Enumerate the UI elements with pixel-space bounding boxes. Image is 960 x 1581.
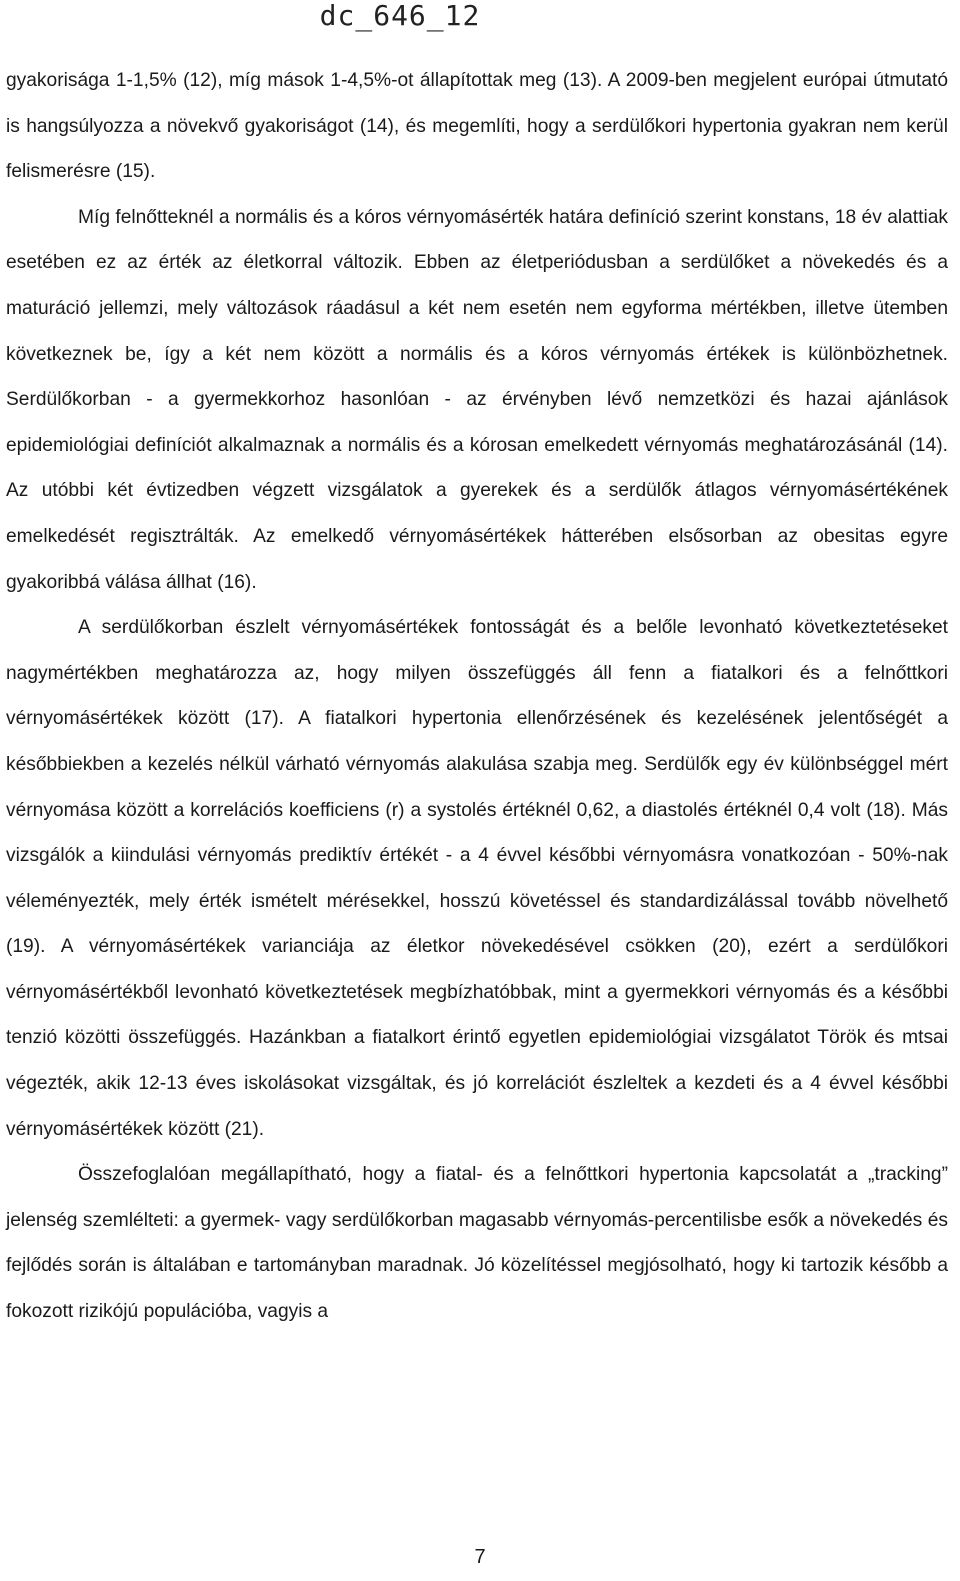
page-number: 7 [474, 1546, 486, 1568]
paragraph-4: Összefoglalóan megállapítható, hogy a fiatal- és a felnőttkori hypertonia kapcsolatát a „tracking” jelenség szemlélteti: a gyermek- vagy serdülőkorban magasabb vérnyomás-percentilisbe esők a növekedés és fejlődés során is általában e tartományban maradnak. Jó közelítéssel megjósolható, hogy ki tartozik később a fokozott rizikójú populációba, vagyis a [6, 1164, 948, 1323]
paragraph-1: gyakorisága 1-1,5% (12), míg mások 1-4,5%-ot állapítottak meg (13). A 2009-ben megjelent európai útmutató is hangsúlyozza a növekvő gyakoriságot (14), és megemlíti, hogy a serdülőkori hypertonia gyakran nem kerül felismerésre (15). [6, 70, 948, 183]
body-text [6, 58, 948, 1335]
document-id-header: dc_646_12 [319, 0, 481, 32]
paragraph-3: A serdülőkorban észlelt vérnyomásértékek fontosságát és a belőle levonható következtetéseket nagymértékben meghatározza az, hogy milyen összefüggés áll fenn a fiatalkori és a felnőttkori vérnyomásértékek között (17). A fiatalkori hypertonia ellenőrzésének és kezelésének jelentőségét a későbbiekben a kezelés nélkül várható vérnyomás alakulása szabja meg. Serdülők egy év különbséggel mért vérnyomása között a korrelációs koefficiens (r) a systolés értéknél 0,62, a diastolés értéknél 0,4 volt (18). Más vizsgálók a kiindulási vérnyomás prediktív értékét - a 4 évvel későbbi vérnyomásra vonatkozóan - 50%-nak véleményezték, mely érték ismételt mérésekkel, hosszú követéssel és standardizálással tovább növelhető (19). A vérnyomásértékek varianciája az életkor növekedésével csökken (20), ezért a serdülőkori vérnyomásértékből levonható következtetések megbízhatóbbak, mint a gyermekkori vérnyomás és a későbbi tenzió közötti összefüggés. Hazánkban a fiatalkort érintő egyetlen epidemiológiai vizsgálatot Török és mtsai végezték, akik 12-13 éves iskolásokat vizsgáltak, és jó korrelációt észleltek a kezdeti és a 4 évvel későbbi vérnyomásértékek között (21). [6, 617, 948, 1140]
paragraph-2: Míg felnőtteknél a normális és a kóros vérnyomásérték határa definíció szerint konstans, 18 év alattiak esetében ez az érték az életkorral változik. Ebben az életperiódusban a serdülőket a növekedés és a maturáció jellemzi, mely változások ráadásul a két nem esetén nem egyforma mértékben, illetve ütemben következnek be, így a két nem között a normális és a kóros vérnyomás értékek is különbözhetnek. Serdülőkorban - a gyermekkorhoz hasonlóan - az érvényben lévő nemzetközi és hazai ajánlások epidemiológiai definíciót alkalmaznak a normális és a kórosan emelkedett vérnyomás meghatározásánál (14). Az utóbbi két évtizedben végzett vizsgálatok a gyerekek és a serdülők átlagos vérnyomásértékének emelkedését regisztrálták. Az emelkedő vérnyomásértékek hátterében elsősorban az obesitas egyre gyakoribbá válása állhat (16). [6, 206, 948, 593]
